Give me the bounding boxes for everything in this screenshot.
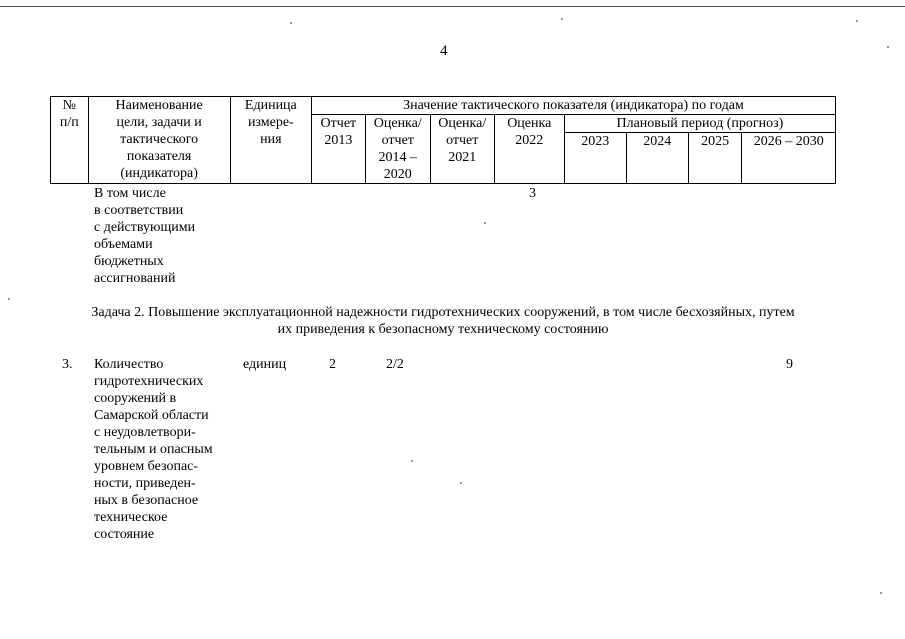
col-2023-header: 2023: [564, 133, 626, 184]
page-number: 4: [440, 43, 448, 59]
row3-report-2013: 2: [329, 357, 336, 372]
col-estimate-2014-2020-header: Оценка/ отчет 2014 – 2020: [365, 115, 430, 184]
scan-speck: [484, 222, 486, 224]
scan-speck: [887, 46, 889, 48]
col-unit-header: Единица измере- ния: [230, 97, 311, 184]
plan-period-header: Плановый период (прогноз): [564, 115, 835, 133]
scan-speck: [411, 460, 413, 462]
row3-name: Количество гидротехнических сооружений в Самарской области с неудовлетвори- тельным и опасным уровнем безопас- ности, приведен- ных в безопасное техническое состояние: [94, 357, 213, 542]
row3-unit: единиц: [243, 357, 287, 372]
row3-value-2026-2030: 9: [786, 357, 793, 372]
col-number-header: № п/п: [51, 97, 89, 184]
col-2024-header: 2024: [626, 133, 688, 184]
row3-estimate-2014-2020: 2/2: [386, 357, 404, 372]
including-row-name: В том числе в соответствии с действующими объемами бюджетных ассигнований: [94, 186, 196, 286]
row3-number: 3.: [62, 357, 73, 372]
col-2026-2030-header: 2026 – 2030: [742, 133, 836, 184]
task-2-heading: Задача 2. Повышение эксплуатационной надежности гидротехнических сооружений, в том числе бесхозяйных, путем их приведения к безопасному техническому состоянию: [91, 305, 795, 337]
col-report-2013-header: Отчет 2013: [311, 115, 365, 184]
col-name-header: Наименование цели, задачи и тактического показателя (индикатора): [88, 97, 230, 184]
scan-speck: [460, 482, 462, 484]
indicator-table-header: [50, 96, 836, 184]
col-estimate-2021-header: Оценка/ отчет 2021: [430, 115, 494, 184]
scan-speck: [8, 298, 10, 300]
scan-speck: [561, 18, 563, 20]
top-border-line: [0, 6, 905, 7]
scan-speck: [856, 20, 858, 22]
values-group-header: Значение тактического показателя (индикатора) по годам: [311, 97, 835, 115]
scan-speck: [880, 592, 882, 594]
col-estimate-2022-header: Оценка 2022: [494, 115, 564, 184]
col-2025-header: 2025: [688, 133, 742, 184]
including-row-value-2022: 3: [529, 186, 536, 201]
scan-speck: [290, 22, 292, 24]
